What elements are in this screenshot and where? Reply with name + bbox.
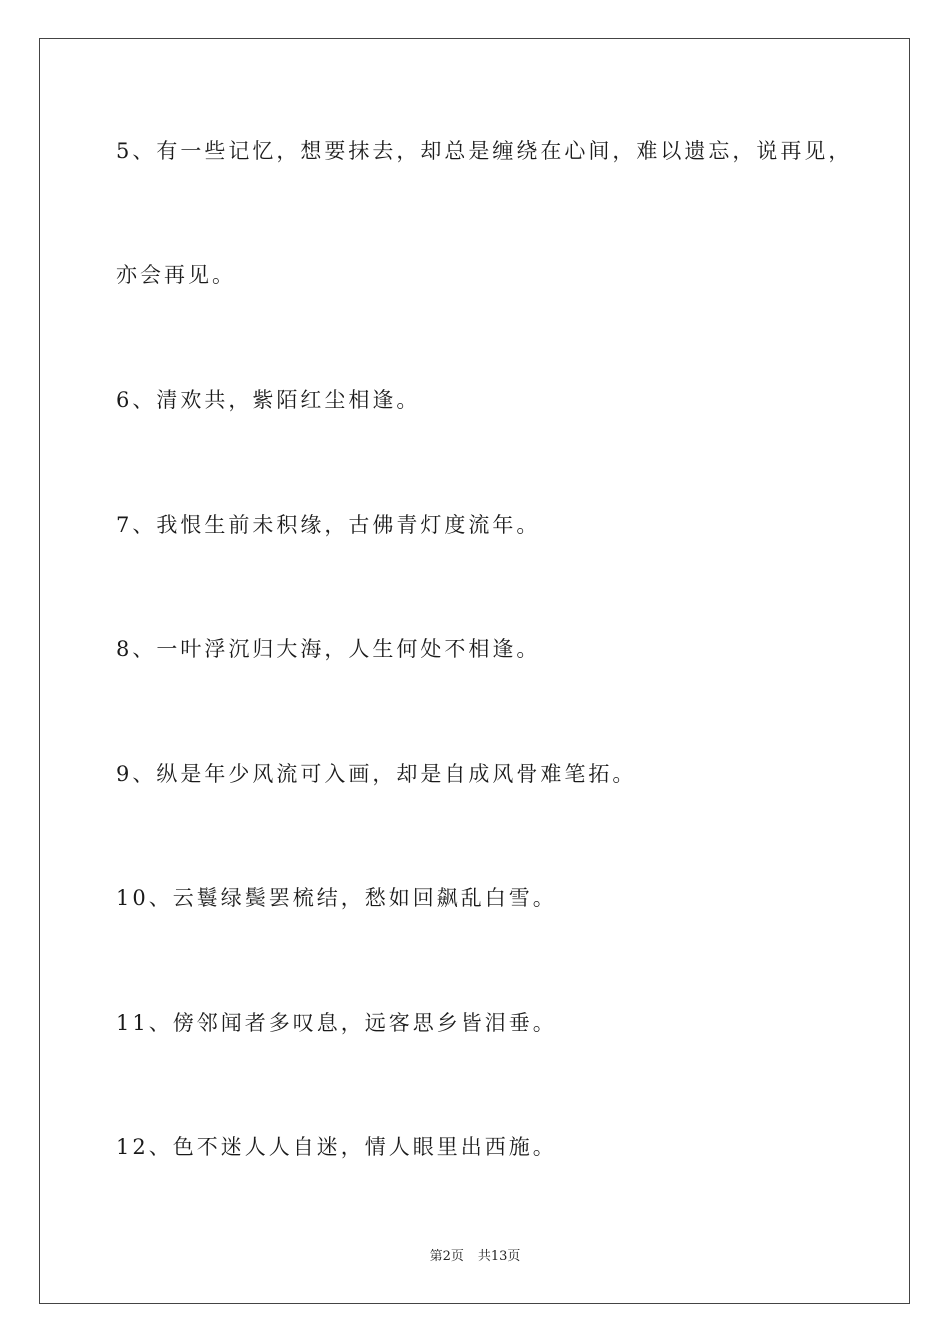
page-footer <box>0 1248 950 1266</box>
paragraph-12: 12、色不迷人人自迷，情人眼里出西施。 <box>116 1135 557 1159</box>
page-number: 第2页 <box>429 1249 464 1264</box>
paragraph-5-line-2: 亦会再见。 <box>116 263 236 287</box>
paragraph-10: 10、云鬟绿鬓罢梳结，愁如回飙乱白雪。 <box>116 886 557 910</box>
paragraph-11: 11、傍邻闻者多叹息，远客思乡皆泪垂。 <box>116 1011 557 1035</box>
paragraph-8: 8、一叶浮沉归大海，人生何处不相逢。 <box>116 637 541 661</box>
paragraph-7: 7、我恨生前未积缘，古佛青灯度流年。 <box>116 513 541 537</box>
page-border <box>39 38 910 1304</box>
paragraph-5-line-1: 5、有一些记忆，想要抹去，却总是缠绕在心间，难以遗忘，说再见， <box>116 139 853 163</box>
page-total: 共13页 <box>477 1249 521 1264</box>
paragraph-6: 6、清欢共，紫陌红尘相逢。 <box>116 388 421 412</box>
paragraph-9: 9、纵是年少风流可入画，却是自成风骨难笔拓。 <box>116 762 637 786</box>
